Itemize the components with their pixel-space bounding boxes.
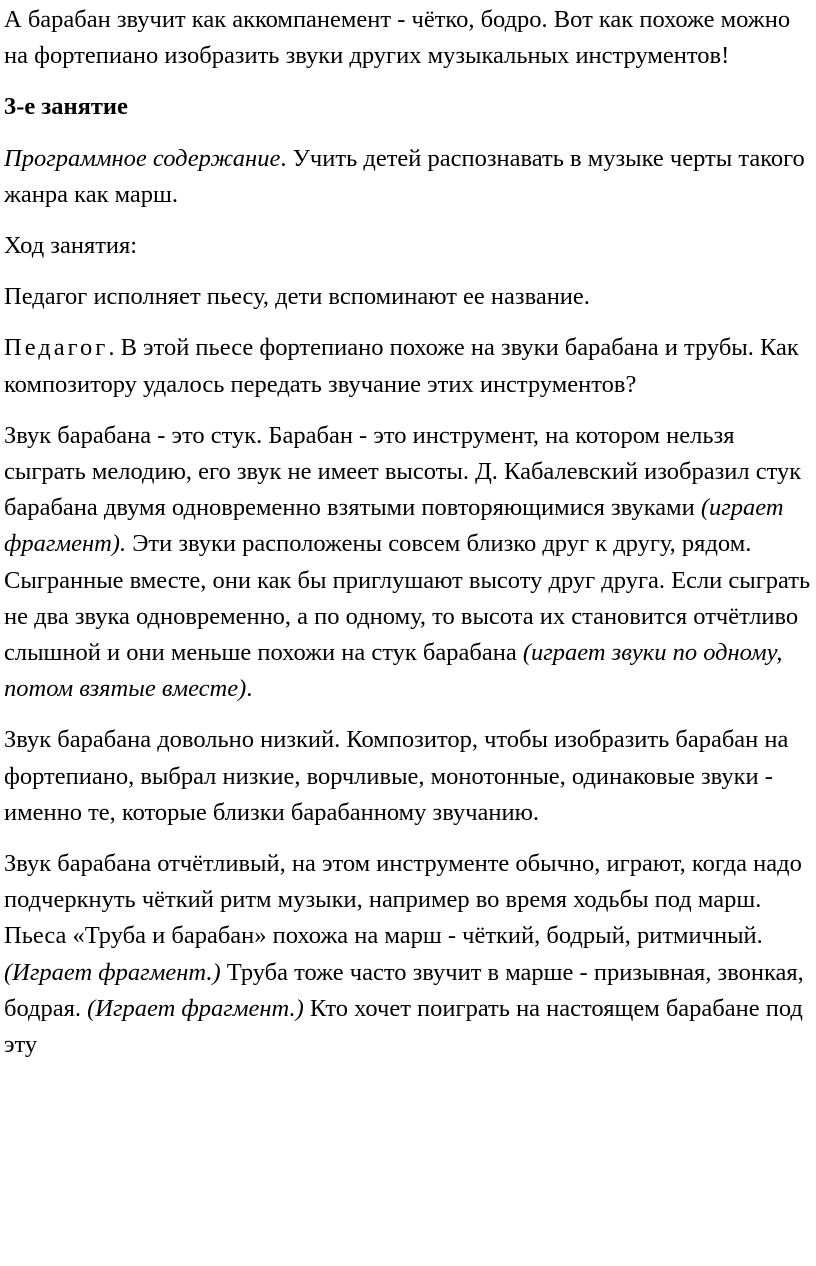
drum-sound-text-c: .	[246, 675, 253, 703]
paragraph-teacher-plays: Педагог исполняет пьесу, дети вспоминают ее название.	[4, 283, 590, 311]
paragraph-intro: А барабан звучит как аккомпанемент - чётко, бодро. Вот как похоже можно на фортепиано изобразить звуки других музыкальных инструментов!	[4, 6, 791, 70]
paragraph-drum-low: Звук барабана довольно низкий. Композитор, чтобы изобразить барабан на фортепиано, выбрал низкие, ворчливые, монотонные, одинаковые звуки - именно те, которые близки барабанному звучанию.	[4, 726, 789, 826]
drum-march-text-a: Звук барабана отчётливый, на этом инструменте обычно, играют, когда надо подчеркнуть чёткий ритм музыки, например во время ходьбы под марш. Пьеса «Труба и барабан» похожа на марш - чёткий, бодрый, ритмичный.	[4, 850, 802, 950]
stage-direction: (играет звуки по одному, потом взятые вместе)	[4, 639, 783, 703]
speaker-label: Педагог	[4, 334, 109, 362]
paragraph-program-content	[4, 141, 816, 213]
paragraph-drum-march	[4, 846, 816, 1063]
stage-direction: (играет фрагмент).	[4, 494, 784, 558]
drum-sound-text-b: Эти звуки расположены совсем близко друг к другу, рядом. Сыгранные вместе, они как бы приглушают высоту друг друга. Если сыграть не два звука одновременно, а по одному, то высота их становится отчётливо слышной и они меньше похожи на стук барабана	[4, 530, 811, 667]
lesson-heading: 3-е занятие	[4, 93, 128, 121]
paragraph-drum-sound	[4, 418, 816, 708]
stage-direction: (Играет фрагмент.)	[87, 994, 304, 1022]
paragraph-teacher-speech	[4, 330, 816, 402]
program-content-label: Программное содержание	[4, 144, 281, 172]
drum-march-text-b: Труба тоже часто звучит в марше - призывная, звонкая, бодрая.	[4, 958, 804, 1022]
paragraph-lesson-flow: Ход занятия:	[4, 232, 138, 260]
program-content-text: . Учить детей распознавать в музыке черты такого жанра как марш.	[4, 144, 805, 208]
drum-sound-text-a: Звук барабана - это стук. Барабан - это инструмент, на котором нельзя сыграть мелодию, его звук не имеет высоты. Д. Кабалевский изобразил стук барабана двумя одновременно взятыми повторяющимися звуками	[4, 421, 802, 522]
stage-direction: (Играет фрагмент.)	[4, 958, 221, 986]
drum-march-text-c: Кто хочет поиграть на настоящем барабане под эту	[4, 994, 803, 1059]
teacher-speech-text: . В этой пьесе фортепиано похоже на звуки барабана и трубы. Как композитору удалось передать звучание этих инструментов?	[4, 334, 799, 398]
